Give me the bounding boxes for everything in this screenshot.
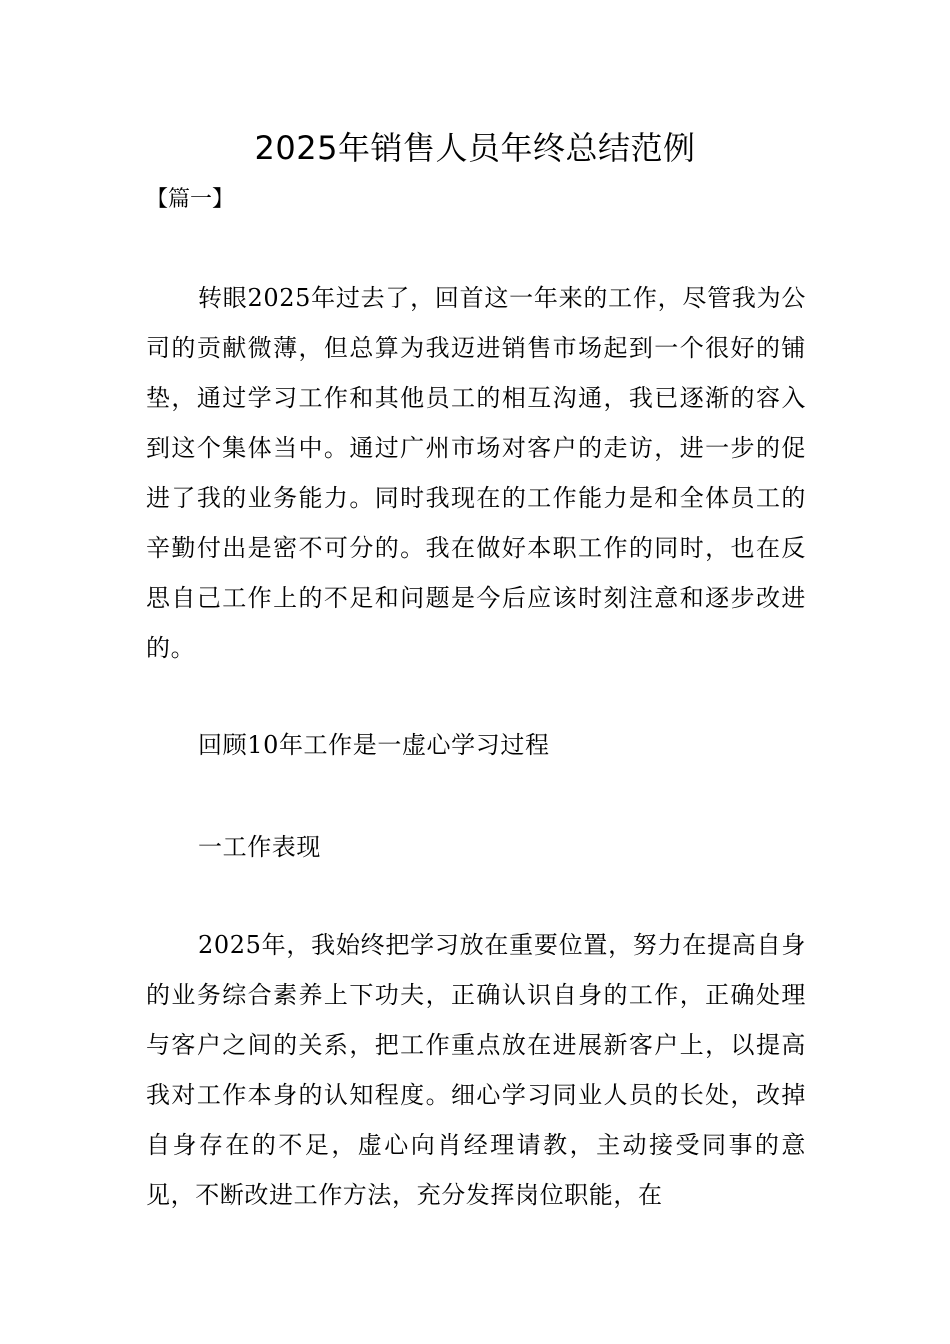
document-title: 2025年销售人员年终总结范例 <box>254 129 696 167</box>
paragraph-work-performance-body: 2025年，我始终把学习放在重要位置，努力在提高自身的业务综合素养上下功夫，正确认识自身的工作，正确处理与客户之间的关系，把工作重点放在进展新客户上，以提高我对工作本身的认知程度。细心学习同业人员的长处，改掉自身存在的不足，虚心向肖经理请教，主动接受同事的意见，不断改进工作方法，充分发挥岗位职能，在 <box>146 931 806 1209</box>
paragraph-work-performance-heading: 一工作表现 <box>198 833 321 861</box>
paragraph-review-heading: 回顾10年工作是一虚心学习过程 <box>198 731 550 759</box>
section-tag: 【篇一】 <box>146 187 235 212</box>
paragraph-intro: 转眼2025年过去了，回首这一年来的工作，尽管我为公司的贡献微薄，但总算为我迈进销售市场起到一个很好的铺垫，通过学习工作和其他员工的相互沟通，我已逐渐的容入到这个集体当中。通过广州市场对客户的走访，进一步的促进了我的业务能力。同时我现在的工作能力是和全体员工的辛勤付出是密不可分的。我在做好本职工作的同时，也在反思自己工作上的不足和问题是今后应该时刻注意和逐步改进的。 <box>146 284 806 662</box>
